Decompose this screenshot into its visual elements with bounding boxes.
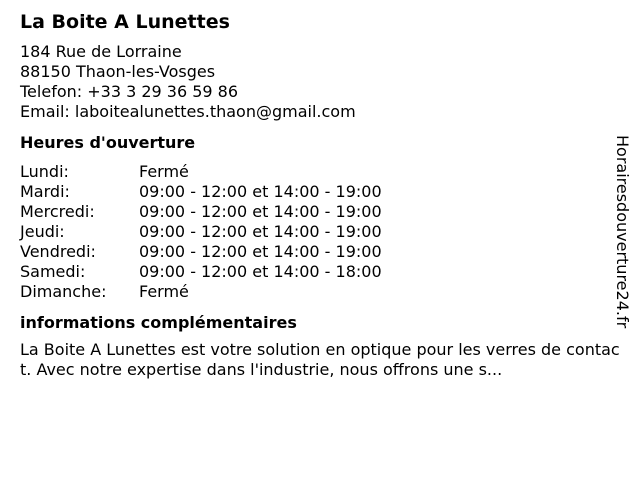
email-address: Email: laboitealunettes.thaon@gmail.com [20,102,356,121]
hours-time: 09:00 - 12:00 et 14:00 - 19:00 [139,242,382,261]
opening-hours-table [20,162,620,302]
hours-time: 09:00 - 12:00 et 14:00 - 19:00 [139,182,382,201]
hours-day: Lundi: [20,162,69,181]
hours-row-tuesday [20,182,620,202]
additional-info-heading: informations complémentaires [20,313,297,332]
hours-time: 09:00 - 12:00 et 14:00 - 19:00 [139,202,382,221]
hours-day: Mercredi: [20,202,95,221]
hours-time: Fermé [139,282,189,301]
hours-time: 09:00 - 12:00 et 14:00 - 19:00 [139,222,382,241]
hours-row-monday [20,162,620,182]
hours-day: Jeudi: [20,222,65,241]
postal-city: 88150 Thaon-les-Vosges [20,62,216,81]
hours-row-friday [20,242,620,262]
additional-info-text: La Boite A Lunettes est votre solution en optique pour les verres de contact. Avec notre expertise dans l'industrie, nous offrons une s... [20,340,620,379]
hours-day: Samedi: [20,262,86,281]
site-watermark: Horairesdouverture24.fr [613,135,632,329]
phone-number: Telefon: +33 3 29 36 59 86 [20,82,239,101]
hours-row-thursday [20,222,620,242]
hours-day: Mardi: [20,182,70,201]
opening-hours-heading: Heures d'ouverture [20,133,196,152]
hours-time: 09:00 - 12:00 et 14:00 - 18:00 [139,262,382,281]
hours-time: Fermé [139,162,189,181]
address-block [20,42,620,122]
hours-row-wednesday [20,202,620,222]
hours-day: Vendredi: [20,242,96,261]
hours-row-sunday [20,282,620,302]
hours-row-saturday [20,262,620,282]
hours-day: Dimanche: [20,282,107,301]
street-address: 184 Rue de Lorraine [20,42,182,61]
business-card [20,10,620,380]
business-name: La Boite A Lunettes [20,11,230,33]
